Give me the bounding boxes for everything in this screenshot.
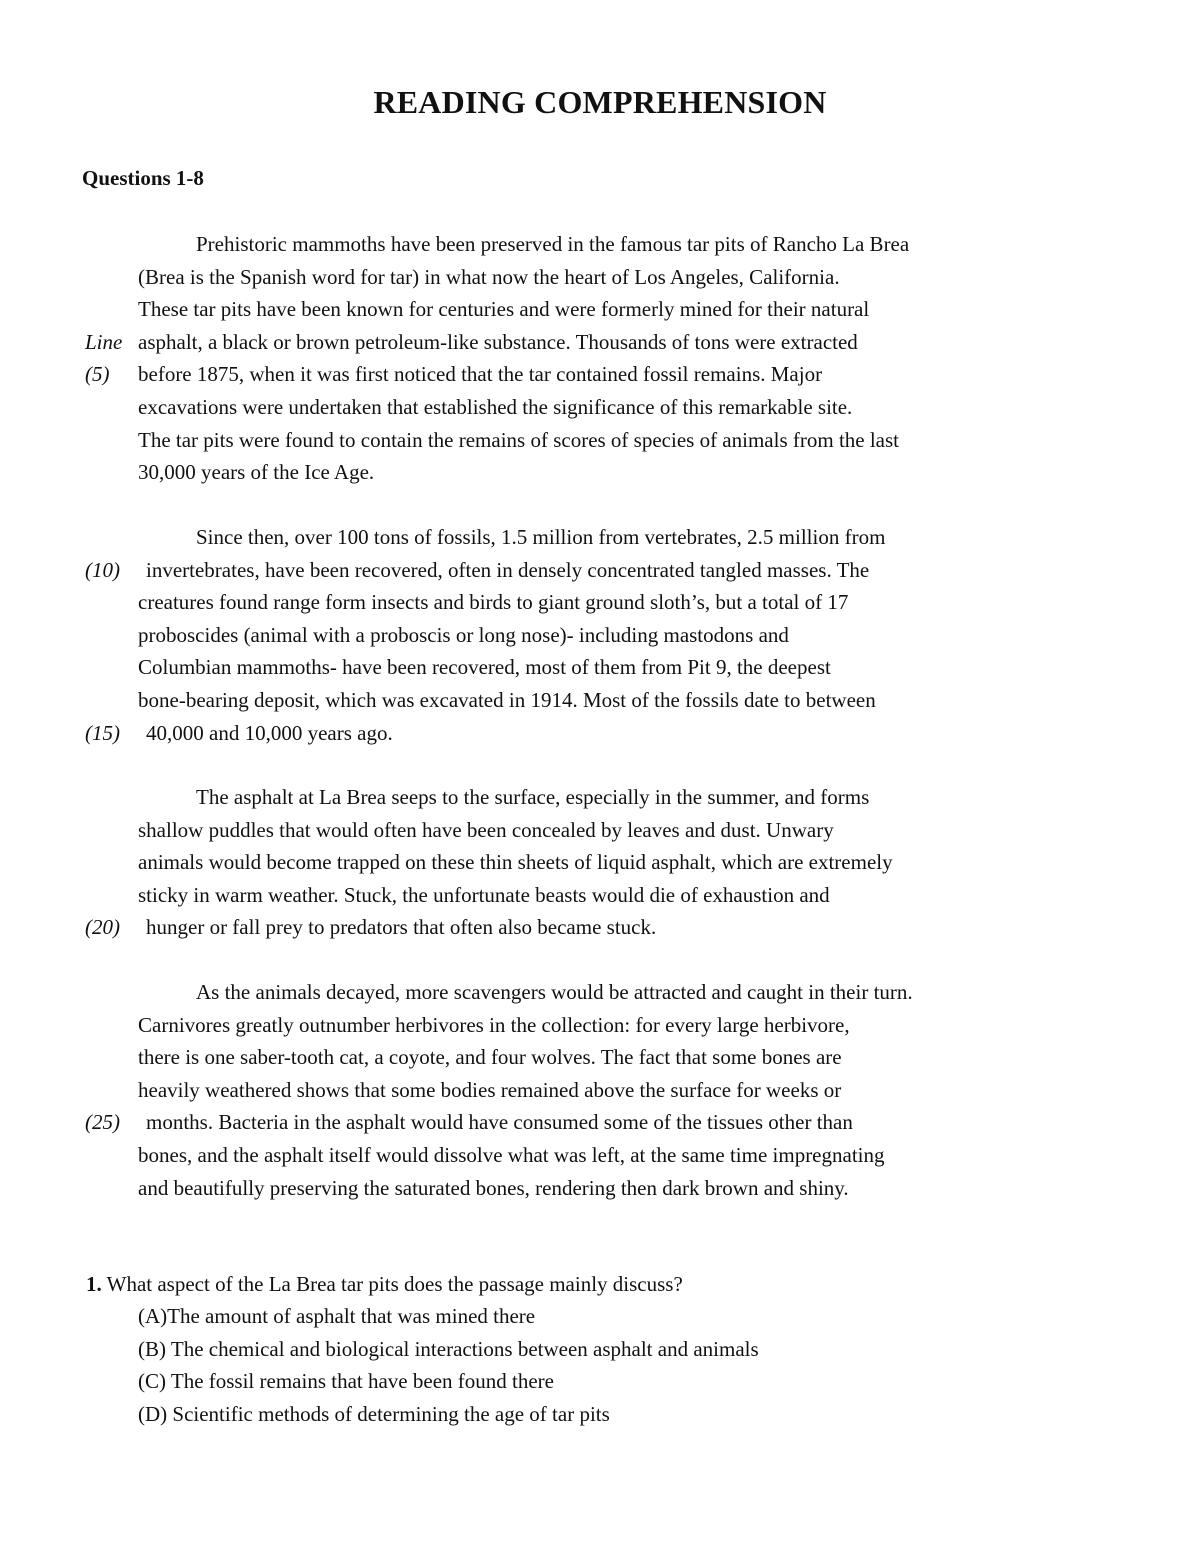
passage-line-text: As the animals decayed, more scavengers would be attracted and caught in their turn. (196, 980, 913, 1004)
line-number-marker: (10) (85, 558, 120, 582)
passage-line-text: there is one saber-tooth cat, a coyote, and four wolves. The fact that some bones are (138, 1045, 842, 1069)
passage-line-text: creatures found range form insects and birds to giant ground sloth’s, but a total of 17 (138, 590, 849, 614)
answer-option-b[interactable]: (B) The chemical and biological interactions between asphalt and animals (138, 1337, 759, 1361)
passage-line-text: These tar pits have been known for centuries and were formerly mined for their natural (138, 297, 870, 321)
passage-line-text: animals would become trapped on these thin sheets of liquid asphalt, which are extremely (138, 850, 893, 874)
line-number-marker: (5) (85, 362, 110, 386)
passage-line-text: heavily weathered shows that some bodies remained above the surface for weeks or (138, 1078, 842, 1102)
line-number-marker: Line (85, 330, 123, 354)
passage-line-text: bone-bearing deposit, which was excavated in 1914. Most of the fossils date to between (138, 688, 876, 712)
answer-option-c[interactable]: (C) The fossil remains that have been found there (138, 1369, 554, 1393)
passage-line-text: proboscides (animal with a proboscis or long nose)- including mastodons and (138, 623, 789, 647)
passage-line-text: 40,000 and 10,000 years ago. (146, 721, 393, 745)
answer-option-a[interactable]: (A)The amount of asphalt that was mined there (138, 1304, 536, 1328)
passage-line-text: months. Bacteria in the asphalt would have consumed some of the tissues other than (146, 1110, 853, 1134)
page-title: READING COMPREHENSION (373, 84, 827, 120)
passage-line-text: Columbian mammoths- have been recovered, most of them from Pit 9, the deepest (138, 655, 831, 679)
passage-line-text: asphalt, a black or brown petroleum-like substance. Thousands of tons were extracted (138, 330, 858, 354)
question-number: 1. (86, 1272, 102, 1296)
line-number-marker: (20) (85, 915, 120, 939)
passage-line-text: before 1875, when it was first noticed that the tar contained fossil remains. Major (138, 362, 823, 386)
passage-line-text: The tar pits were found to contain the remains of scores of species of animals from the last (138, 428, 900, 452)
passage-line-text: sticky in warm weather. Stuck, the unfortunate beasts would die of exhaustion and (138, 883, 830, 907)
line-number-marker: (15) (85, 721, 120, 745)
passage-line-text: (Brea is the Spanish word for tar) in what now the heart of Los Angeles, California. (138, 265, 840, 289)
passage-line-text: Prehistoric mammoths have been preserved in the famous tar pits of Rancho La Brea (196, 232, 910, 256)
passage-line-text: invertebrates, have been recovered, often in densely concentrated tangled masses. The (146, 558, 870, 582)
line-number-marker: (25) (85, 1110, 120, 1134)
answer-option-d[interactable]: (D) Scientific methods of determining the age of tar pits (138, 1402, 610, 1426)
question-stem-text: What aspect of the La Brea tar pits does the passage mainly discuss? (106, 1272, 683, 1296)
passage-line-text: bones, and the asphalt itself would dissolve what was left, at the same time impregnating (138, 1143, 885, 1167)
questions-heading: Questions 1-8 (82, 166, 204, 190)
passage-line-text: Carnivores greatly outnumber herbivores in the collection: for every large herbivore, (138, 1013, 850, 1037)
passage-line-text: The asphalt at La Brea seeps to the surface, especially in the summer, and forms (196, 785, 870, 809)
passage-line-text: excavations were undertaken that established the significance of this remarkable site. (138, 395, 853, 419)
passage-line-text: hunger or fall prey to predators that often also became stuck. (146, 915, 657, 939)
passage-line-text: shallow puddles that would often have been concealed by leaves and dust. Unwary (138, 818, 834, 842)
question-1 (86, 1268, 683, 1300)
passage-line-text: 30,000 years of the Ice Age. (138, 460, 375, 484)
passage-line-text: Since then, over 100 tons of fossils, 1.5 million from vertebrates, 2.5 million from (196, 525, 886, 549)
passage-line-text: and beautifully preserving the saturated bones, rendering then dark brown and shiny. (138, 1176, 849, 1200)
